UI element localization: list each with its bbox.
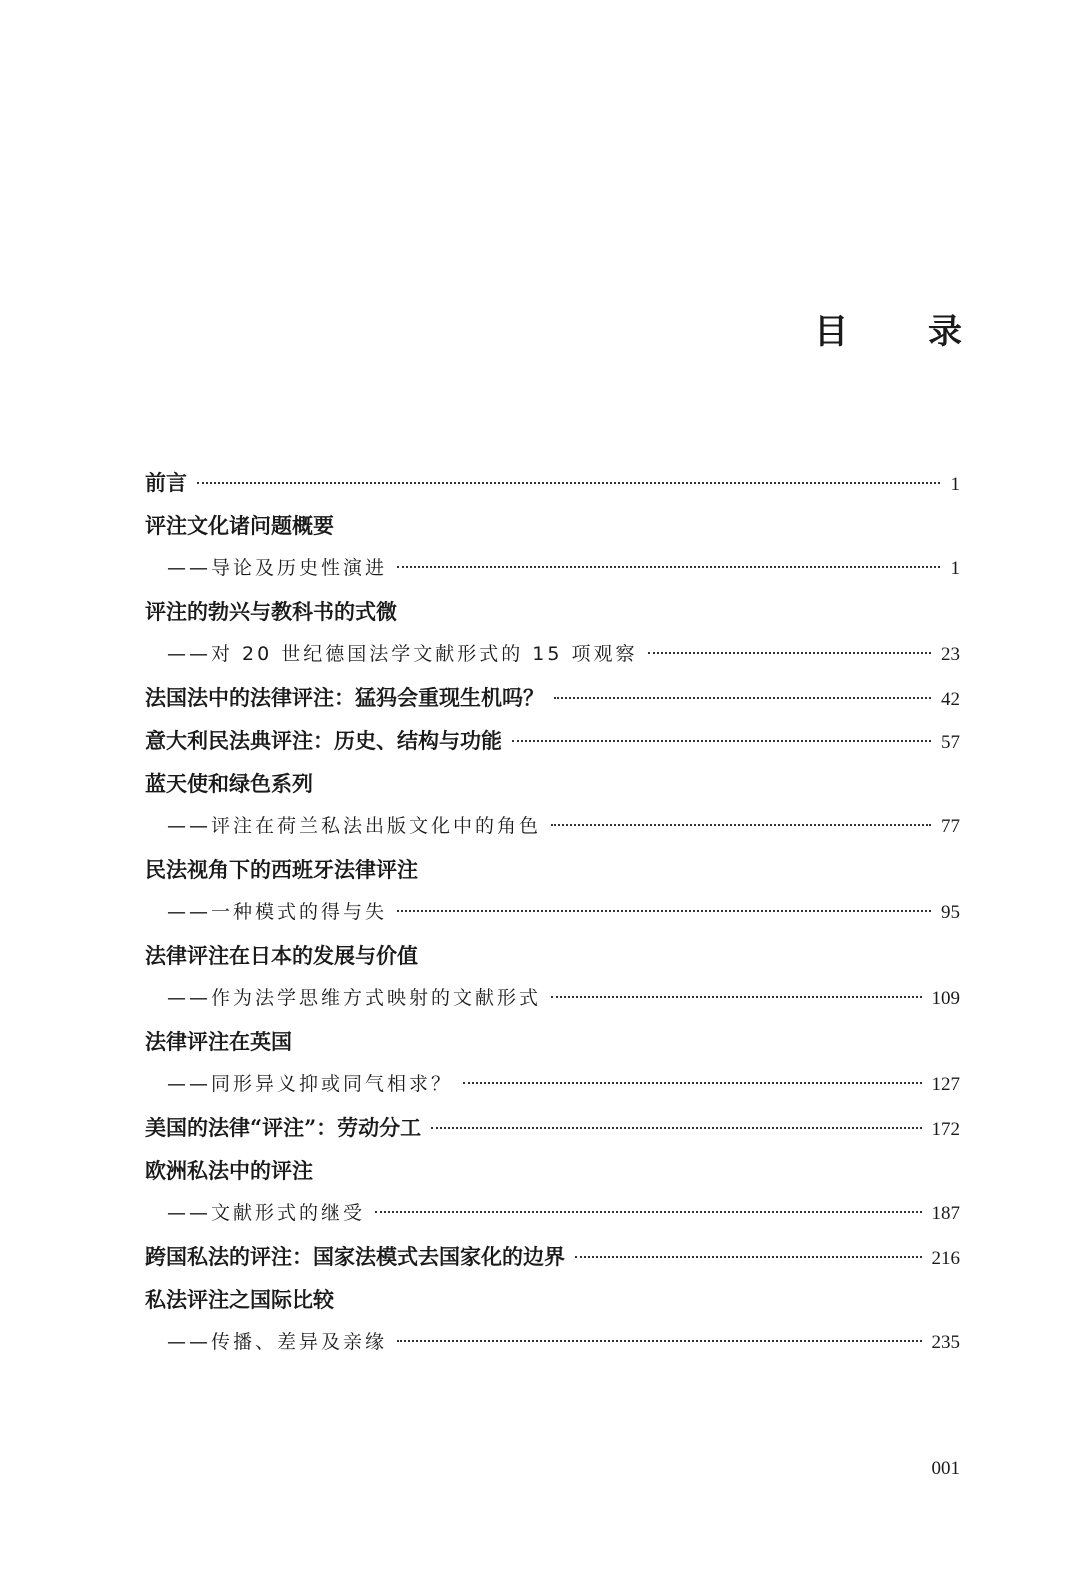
dot-leader: [463, 1082, 921, 1084]
toc-page-number: 1: [950, 474, 960, 495]
toc-entry[interactable]: [145, 1020, 960, 1063]
dot-leader: [397, 1340, 921, 1342]
toc-entry-text: ——评注在荷兰私法出版文化中的角色: [167, 815, 542, 837]
toc-entry[interactable]: [145, 762, 960, 805]
toc-entry[interactable]: [145, 1278, 960, 1321]
toc-entry-text: ——一种模式的得与失: [167, 901, 388, 923]
toc-entry-text: 蓝天使和绿色系列: [145, 771, 313, 796]
toc-page-number: 42: [941, 689, 960, 710]
toc-entry[interactable]: [145, 1235, 960, 1278]
dot-leader: [375, 1211, 921, 1213]
toc-entry[interactable]: [145, 934, 960, 977]
page-number: 001: [931, 1458, 960, 1479]
toc-entry-text: 法律评注在日本的发展与价值: [145, 943, 418, 968]
toc-subtitle[interactable]: [145, 633, 960, 676]
dot-leader: [551, 824, 931, 826]
toc-entry-text: ——导论及历史性演进: [167, 557, 388, 579]
toc-entry-text: 私法评注之国际比较: [145, 1287, 334, 1312]
table-of-contents: [145, 461, 960, 1364]
toc-page-number: 216: [931, 1248, 960, 1269]
toc-subtitle[interactable]: [145, 1321, 960, 1364]
toc-entry-text: ——对 20 世纪德国法学文献形式的 15 项观察: [167, 643, 638, 665]
toc-entry[interactable]: [145, 590, 960, 633]
dot-leader: [197, 482, 940, 484]
toc-entry[interactable]: [145, 1149, 960, 1192]
toc-entry-text: 民法视角下的西班牙法律评注: [145, 857, 418, 882]
toc-entry[interactable]: [145, 1106, 960, 1149]
toc-entry[interactable]: [145, 676, 960, 719]
toc-entry[interactable]: [145, 719, 960, 762]
toc-page-number: 57: [941, 732, 960, 753]
toc-entry-text: 法国法中的法律评注：猛犸会重现生机吗？: [145, 685, 544, 710]
toc-page-number: 127: [931, 1074, 960, 1095]
dot-leader: [575, 1256, 922, 1258]
dot-leader: [551, 996, 921, 998]
toc-page-number: 172: [931, 1119, 960, 1140]
toc-page-number: 109: [931, 988, 960, 1009]
toc-entry[interactable]: [145, 848, 960, 891]
toc-entry-text: ——传播、差异及亲缘: [167, 1331, 388, 1353]
toc-entry-text: 欧洲私法中的评注: [145, 1158, 313, 1183]
toc-subtitle[interactable]: [145, 1063, 960, 1106]
dot-leader: [512, 740, 931, 742]
dot-leader: [648, 652, 931, 654]
dot-leader: [397, 910, 931, 912]
toc-entry-text: ——文献形式的继受: [167, 1202, 366, 1224]
toc-page-number: 187: [931, 1203, 960, 1224]
toc-entry-text: 法律评注在英国: [145, 1029, 292, 1054]
toc-entry-text: 意大利民法典评注：历史、结构与功能: [145, 728, 502, 753]
toc-subtitle[interactable]: [145, 547, 960, 590]
toc-entry-text: 评注的勃兴与教科书的式微: [145, 599, 397, 624]
toc-subtitle[interactable]: [145, 1192, 960, 1235]
toc-page-number: 77: [941, 816, 960, 837]
toc-entry[interactable]: [145, 504, 960, 547]
toc-subtitle[interactable]: [145, 805, 960, 848]
toc-entry-text: 前言: [145, 470, 187, 495]
toc-entry-text: ——作为法学思维方式映射的文献形式: [167, 987, 542, 1009]
toc-entry[interactable]: [145, 461, 960, 504]
toc-page-number: 1: [950, 558, 960, 579]
toc-entry-text: ——同形异义抑或同气相求？: [167, 1073, 454, 1095]
toc-page-number: 23: [941, 644, 960, 665]
dot-leader: [397, 566, 940, 568]
toc-entry-text: 跨国私法的评注：国家法模式去国家化的边界: [145, 1244, 565, 1269]
toc-entry-text: 评注文化诸问题概要: [145, 513, 334, 538]
toc-page-number: 95: [941, 902, 960, 923]
toc-page-number: 235: [931, 1332, 960, 1353]
toc-subtitle[interactable]: [145, 891, 960, 934]
toc-subtitle[interactable]: [145, 977, 960, 1020]
dot-leader: [554, 697, 931, 699]
toc-entry-text: 美国的法律“评注”：劳动分工: [145, 1115, 422, 1140]
page-title: 目 录: [814, 312, 996, 352]
dot-leader: [431, 1127, 921, 1129]
